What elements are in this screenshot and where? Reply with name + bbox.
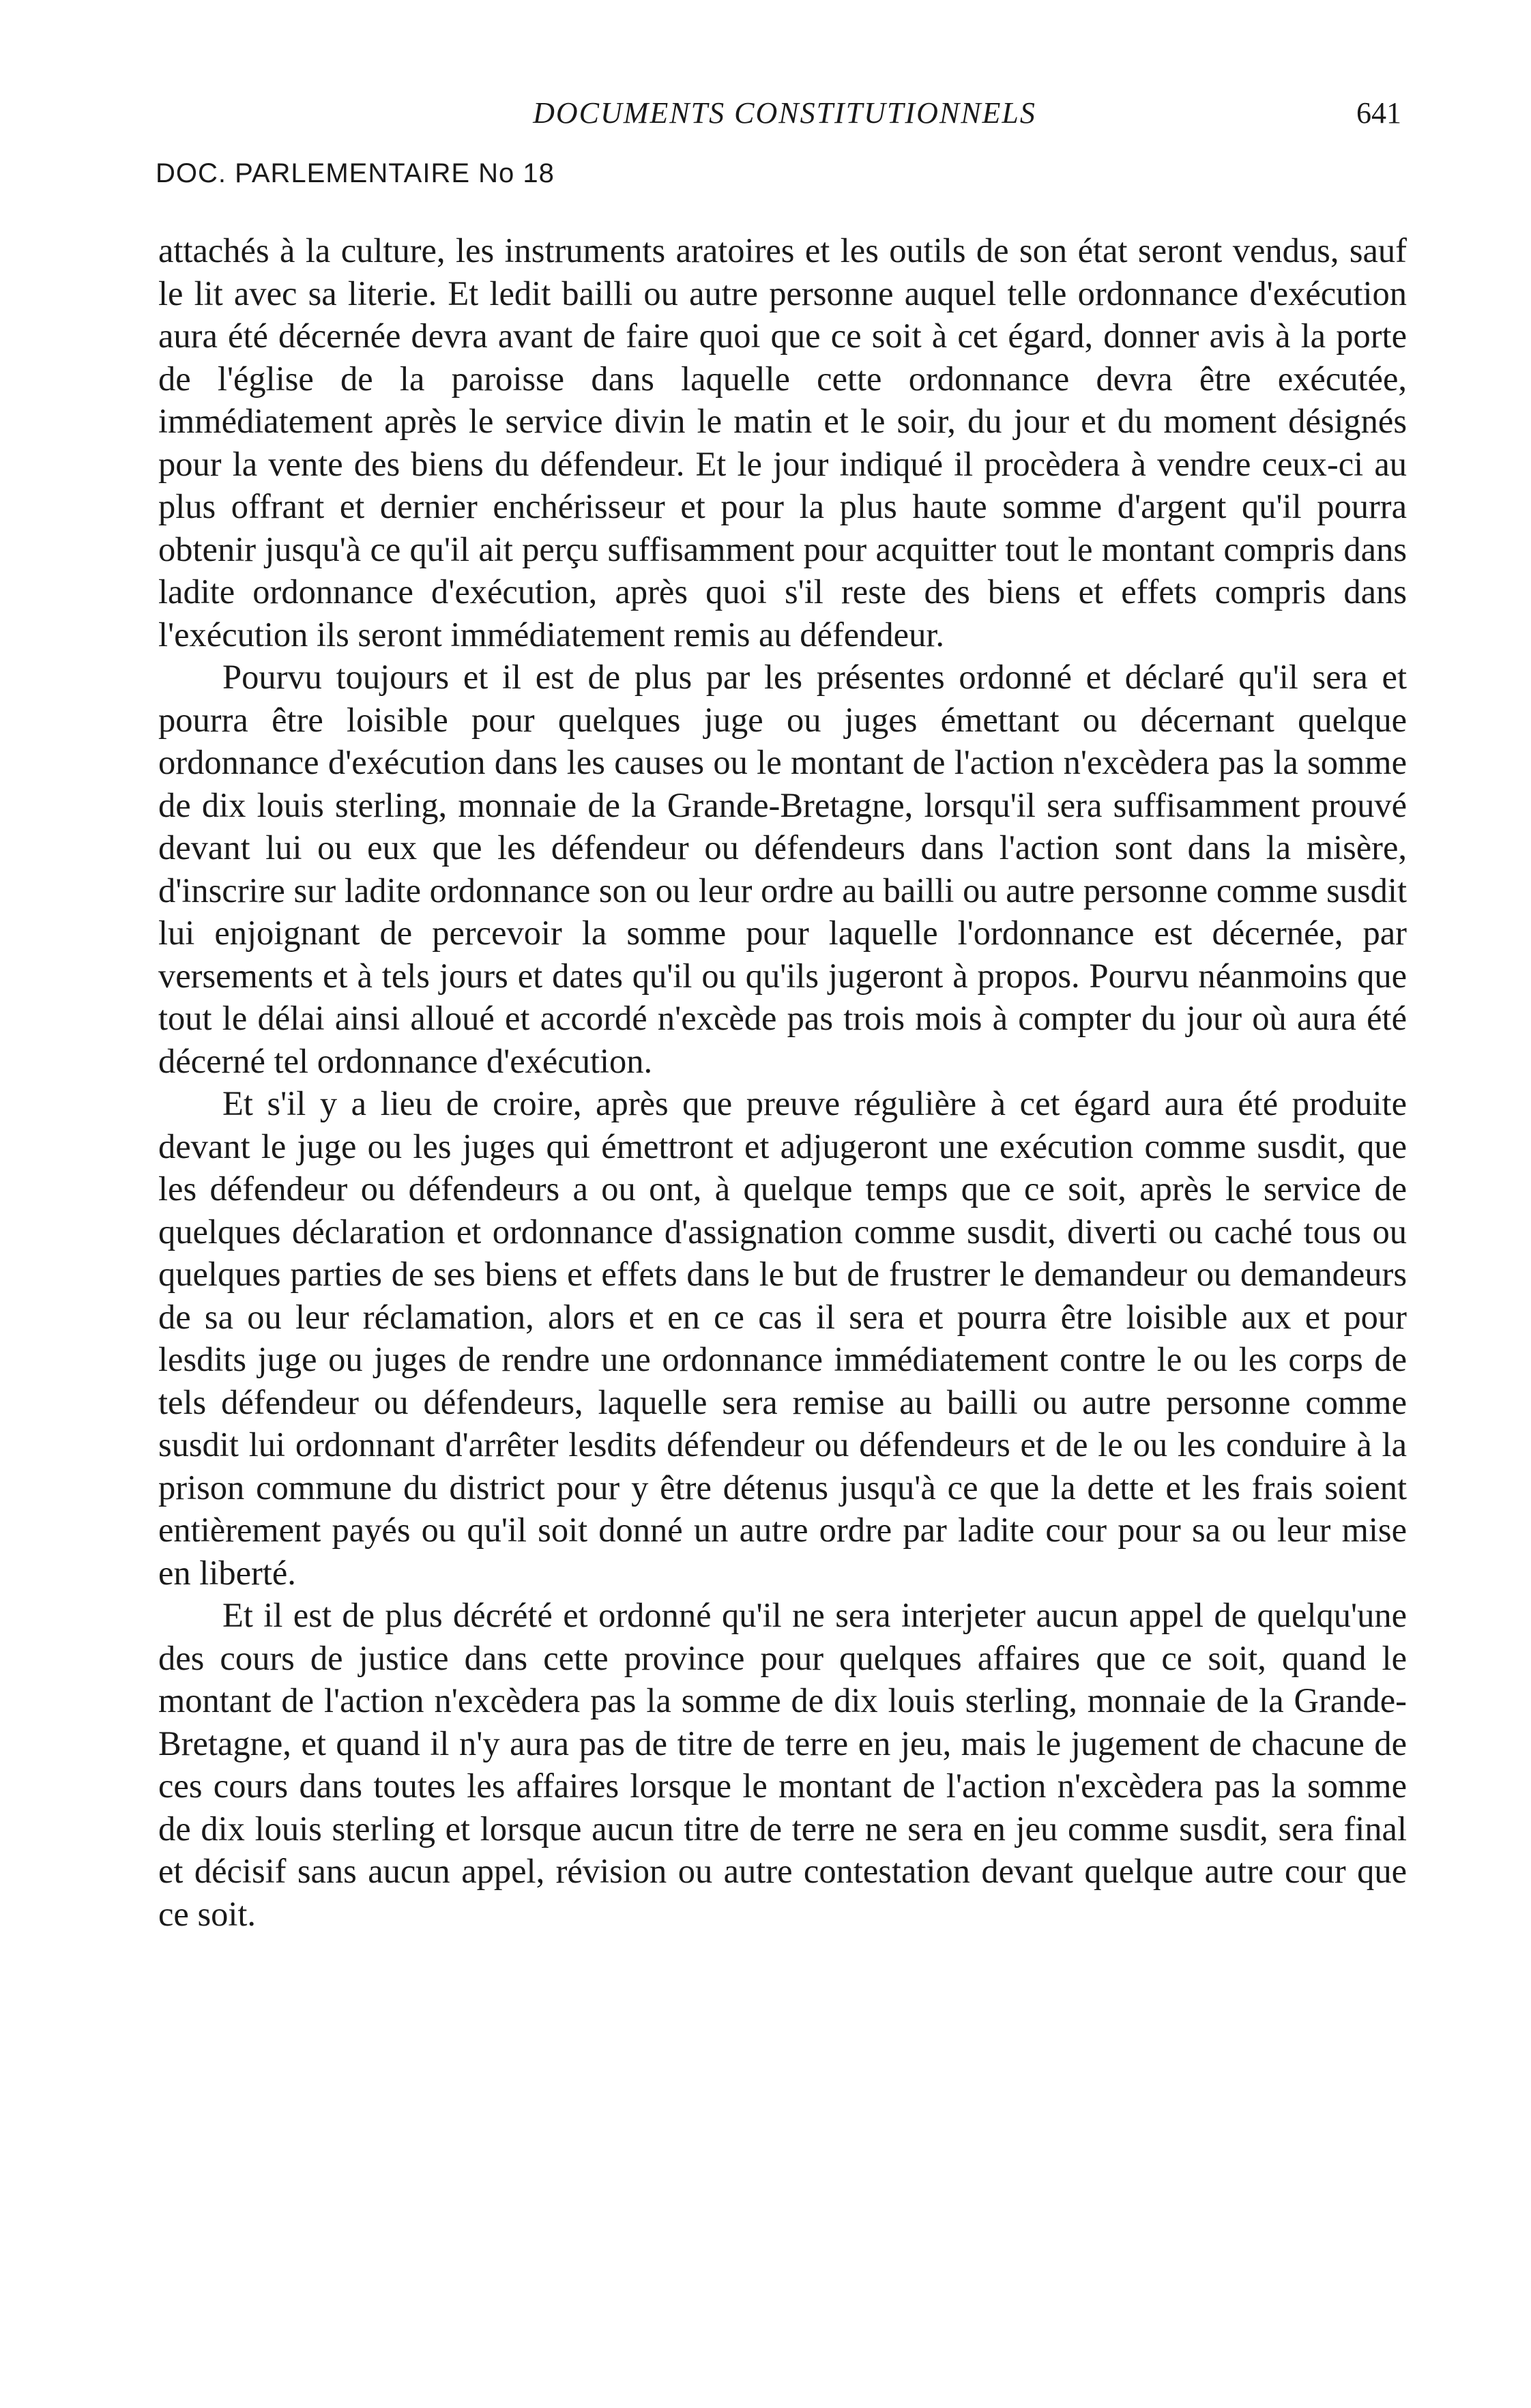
- page-number: 641: [1356, 96, 1401, 130]
- paragraph-3: Et s'il y a lieu de croire, après que preuve régulière à cet égard aura été produite devant le juge ou les juges qui émettront et adjugeront une exécution comme susdit, que les défendeur ou défendeurs a ou ont, à quelque temps que ce soit, après le service de quelques déclaration et ordonnance d'assignation comme susdit, diverti ou caché tous ou quelques parties de ses biens et effets dans le but de frustrer le demandeur ou demandeurs de sa ou leur réclamation, alors et en ce cas il sera et pourra être loisible aux et pour lesdits juge ou juges de rendre une ordonnance immédiatement contre le ou les corps de tels défendeur ou défendeurs, laquelle sera remise au bailli ou autre personne comme susdit lui ordonnant d'arrêter lesdits défendeur ou défendeurs et de le ou les conduire à la prison commune du district pour y être détenus jusqu'à ce que la dette et les frais soient entièrement payés ou qu'il soit donné un autre ordre par ladite cour pour sa ou leur mise en liberté.: [158, 1084, 1407, 1592]
- running-title: DOCUMENTS CONSTITUTIONNELS: [533, 96, 1036, 130]
- paragraph-4: Et il est de plus décrété et ordonné qu'il ne sera interjeter aucun appel de quelqu'une des cours de justice dans cette province pour quelques affaires que ce soit, quand le montant de l'action n'excèdera pas la somme de dix louis sterling, monnaie de la Grande-Bretagne, et quand il n'y aura pas de titre de terre en jeu, mais le jugement de chacune de ces cours dans toutes les affaires lorsque le montant de l'action n'excèdera pas la somme de dix louis sterling et lorsque aucun titre de terre ne sera en jeu comme susdit, sera final et décisif sans aucun appel, révision ou autre contestation devant quelque autre cour que ce soit.: [158, 1596, 1407, 1933]
- body-text: [158, 229, 1407, 1935]
- document-label: DOC. PARLEMENTAIRE No 18: [156, 158, 555, 188]
- paragraph-1: attachés à la culture, les instruments aratoires et les outils de son état seront vendus, sauf le lit avec sa literie. Et ledit bailli ou autre personne auquel telle ordonnance d'exécution aura été décernée devra avant de faire quoi que ce soit à cet égard, donner avis à la porte de l'église de la paroisse dans laquelle cette ordonnance devra être exécutée, immédiatement après le service divin le matin et le soir, du jour et du moment désignés pour la vente des biens du défendeur. Et le jour indiqué il procèdera à vendre ceux-ci au plus offrant et dernier enchérisseur et pour la plus haute somme d'argent qu'il pourra obtenir jusqu'à ce qu'il ait perçu suffisamment pour acquitter tout le montant compris dans ladite ordonnance d'exécution, après quoi s'il reste des biens et effets compris dans l'exécution ils seront immédiatement remis au défendeur.: [158, 231, 1407, 654]
- paragraph-2: Pourvu toujours et il est de plus par les présentes ordonné et déclaré qu'il sera et pourra être loisible pour quelques juge ou juges émettant ou décernant quelque ordonnance d'exécution dans les causes ou le montant de l'action n'excèdera pas la somme de dix louis sterling, monnaie de la Grande-Bretagne, lorsqu'il sera suffisamment prouvé devant lui ou eux que les défendeur ou défendeurs dans l'action sont dans la misère, d'inscrire sur ladite ordonnance son ou leur ordre au bailli ou autre personne comme susdit lui enjoignant de percevoir la somme pour laquelle l'ordonnance est décernée, par versements et à tels jours et dates qu'il ou qu'ils jugeront à propos. Pourvu néanmoins que tout le délai ainsi alloué et accordé n'excède pas trois mois à compter du jour où aura été décerné tel ordonnance d'exécution.: [158, 658, 1407, 1080]
